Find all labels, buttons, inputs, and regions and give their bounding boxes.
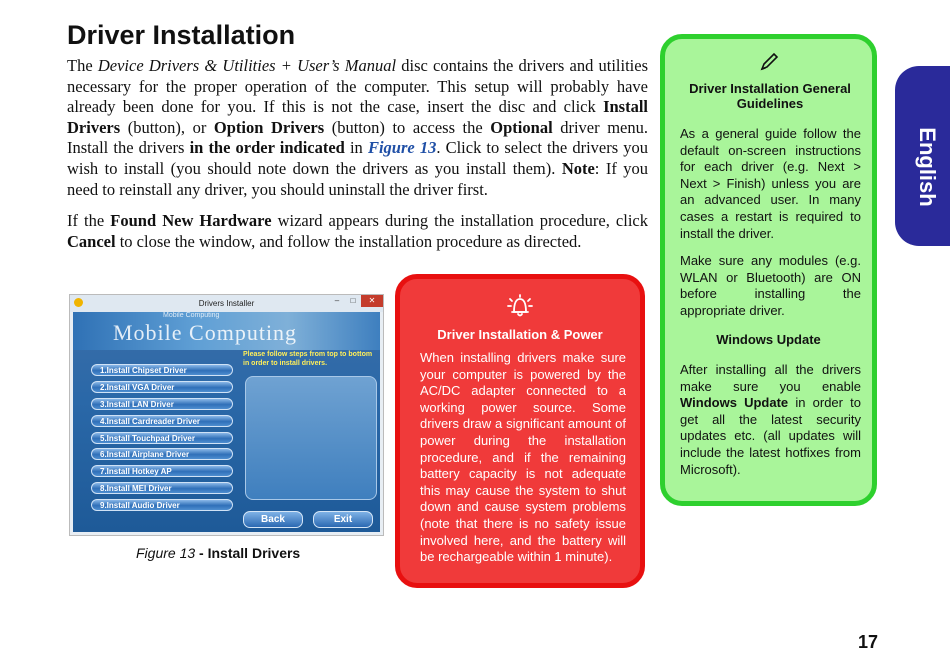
text-span: : If you need to reinstall any driver, you should uninstall the driver first. [67,158,649,199]
close-button[interactable]: ✕ [361,295,383,307]
optional-term: Optional [490,117,553,137]
install-hotkey-ap-button[interactable]: 7.Install Hotkey AP [91,465,233,477]
window-titlebar [70,295,383,312]
text-span: to close the window, and follow the installation procedure as directed. [115,231,582,251]
guidelines-title: Driver Installation General Guidelines [689,81,851,111]
option-drivers-term: Option Drivers [213,117,325,137]
language-tab-label: English [915,127,940,207]
text-span: (button) to access the [324,117,491,137]
page-number: 17 [858,632,879,652]
guidelines-box [660,34,877,506]
install-instruction: Please follow steps from top to bottom in order to install drivers. [243,351,373,367]
install-touchpad-driver-button[interactable]: 5.Install Touchpad Driver [91,432,233,444]
text-span: driver menu. Install the drivers [67,117,648,158]
window-controls [329,295,383,307]
power-box-title: Driver Installation & Power [437,327,603,342]
windows-update-term: Windows Update [680,395,789,411]
intro-paragraph [67,56,648,200]
install-cardreader-driver-button[interactable]: 4.Install Cardreader Driver [91,415,233,427]
window-title: Drivers Installer [198,299,255,308]
exit-button[interactable]: Exit [313,511,373,528]
hardware-wizard-paragraph [67,211,648,252]
install-lan-driver-button[interactable]: 3.Install LAN Driver [91,398,233,410]
install-airplane-driver-button[interactable]: 6.Install Airplane Driver [91,448,233,460]
drivers-installer-figure [69,294,384,536]
caption-separator: - [195,545,208,561]
install-vga-driver-button[interactable]: 2.Install VGA Driver [91,381,233,393]
text-span: (button), or [120,117,214,137]
install-audio-driver-button[interactable]: 9.Install Audio Driver [91,499,233,511]
text-span: disc contains the drivers and utilities necessary for the proper operation of the computer. This setup will probably have already been done for you. If this is not the case, insert the disc and click [67,56,648,117]
found-new-hardware-term: Found New Hardware [110,211,272,230]
figure-link[interactable]: Figure 13 [367,138,437,158]
power-box-text: When installing drivers make sure your computer is powered by the AC/DC adapter connected to a working power source. Some drivers draw a significant amount of power during the installation procedure, and if the remaining battery capacity is not adequate this may cause the system to shut down and cause system problems (note that there is no safety issue involved here, and the battery will be rechargeable within 1 minute). [420,350,626,565]
guidelines-text-1: As a general guide follow the default on-screen instructions for each driver (e.g. Next > Next > Finish) unless you are an advanced user. In many cases a restart is required to install the driver. [680,126,861,241]
text-span: in [344,138,368,158]
guidelines-text-2: Make sure any modules (e.g. WLAN or Bluetooth) are ON before installing the appropriate driver. [680,253,861,318]
figure-caption-title: Install Drivers [207,545,301,561]
page-title: Driver Installation [67,20,296,50]
cancel-term: Cancel [67,231,116,251]
warning-bell-icon [400,293,640,324]
text-span: in order to get all the latest security updates etc. (all updates will include the latest hotfixes from Microsoft). [680,395,861,477]
minimize-button[interactable]: – [334,296,340,305]
disc-name: Device Drivers & Utilities + User’s Manual [97,56,397,75]
install-drivers-term: Install Drivers [67,97,648,137]
banner [73,312,380,350]
maximize-button[interactable]: □ [350,296,356,305]
pencil-icon [665,51,872,78]
banner-logo: Mobile Computing [113,320,298,345]
language-tab [895,66,950,246]
windows-update-subtitle: Windows Update [716,332,821,347]
back-button[interactable]: Back [243,511,303,528]
note-label: Note [561,158,595,178]
install-mei-driver-button[interactable]: 8.Install MEI Driver [91,482,233,494]
figure-caption [136,545,300,561]
banner-small-text: Mobile Computing [163,312,220,319]
figure-number: Figure 13 [136,545,196,561]
guidelines-text-3 [680,362,861,478]
installer-panel [73,312,380,532]
text-span: wizard appears during the installation procedure, click [271,211,648,230]
order-emphasis: in the order indicated [189,138,345,158]
text-span: . Click to select the drivers you wish to install (you should note down the drivers as you install them). [67,138,649,178]
install-chipset-driver-button[interactable]: 1.Install Chipset Driver [91,364,233,376]
driver-list [91,364,233,516]
info-panel [245,376,377,500]
text-span: The [67,56,98,75]
text-span: After installing all the drivers make sure you enable [680,362,861,394]
power-warning-box [395,274,645,588]
text-span: If the [67,211,111,230]
